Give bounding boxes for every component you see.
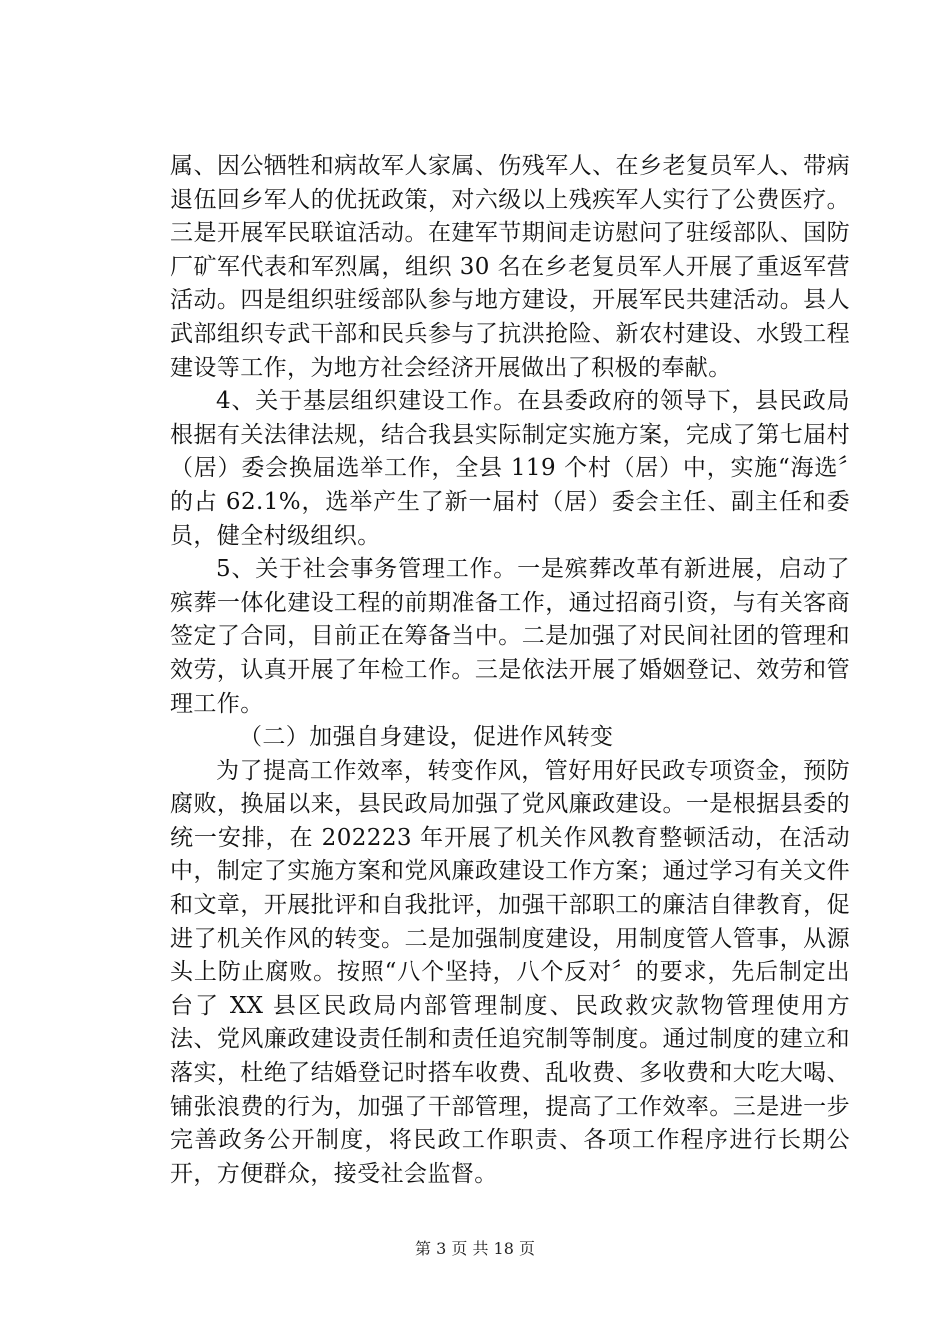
paragraph-item-5: 5、关于社会事务管理工作。一是殡葬改革有新进展，启动了殡葬一体化建设工程的前期准备工作，通过招商引资，与有关客商签定了合同，目前正在筹备当中。二是加强了对民间社团的管理和效劳，认真开展了年检工作。三是依法开展了婚姻登记、效劳和管理工作。 bbox=[170, 556, 850, 717]
paragraph-continuation: 属、因公牺牲和病故军人家属、伤残军人、在乡老复员军人、带病退伍回乡军人的优抚政策，对六级以上残疾军人实行了公费医疗。三是开展军民联谊活动。在建军节期间走访慰问了驻绥部队、国防厂矿军代表和军烈属，组织 30 名在乡老复员军人开展了重返军营活动。四是组织驻绥部队参与地方建设，开展军民共建活动。县人武部组织专武干部和民兵参与了抗洪抢险、新农村建设、水毁工程建设等工作，为地方社会经济开展做出了积极的奉献。 bbox=[170, 153, 850, 381]
page-footer: 第 3 页 共 18 页 bbox=[415, 1239, 535, 1258]
paragraph-item-4: 4、关于基层组织建设工作。在县委政府的领导下，县民政局根据有关法律法规，结合我县实际制定实施方案，完成了第七届村（居）委会换届选举工作，全县 119 个村（居）中，实施“海选〞的占 62.1%，选举产生了新一届村（居）委会主任、副主任和委员，健全村级组织。 bbox=[170, 388, 850, 549]
document-body bbox=[170, 150, 850, 1191]
section-heading: （二）加强自身建设，促进作风转变 bbox=[239, 724, 614, 751]
paragraph-section-2-body: 为了提高工作效率，转变作风，管好用好民政专项资金，预防腐败，换届以来，县民政局加强了党风廉政建设。一是根据县委的统一安排，在 202223 年开展了机关作风教育整顿活动，在活动中，制定了实施方案和党风廉政建设工作方案；通过学习有关文件和文章，开展批评和自我批评，加强干部职工的廉洁自律教育，促进了机关作风的转变。二是加强制度建设，用制度管人管事，从源头上防止腐败。按照“八个坚持，八个反对〞的要求，先后制定出台了 XX 县区民政局内部管理制度、民政救灾款物管理使用方法、党风廉政建设责任制和责任追究制等制度。通过制度的建立和落实，杜绝了结婚登记时搭车收费、乱收费、多收费和大吃大喝、铺张浪费的行为，加强了干部管理，提高了工作效率。三是进一步完善政务公开制度，将民政工作职责、各项工作程序进行长期公开，方便群众，接受社会监督。 bbox=[170, 757, 850, 1187]
